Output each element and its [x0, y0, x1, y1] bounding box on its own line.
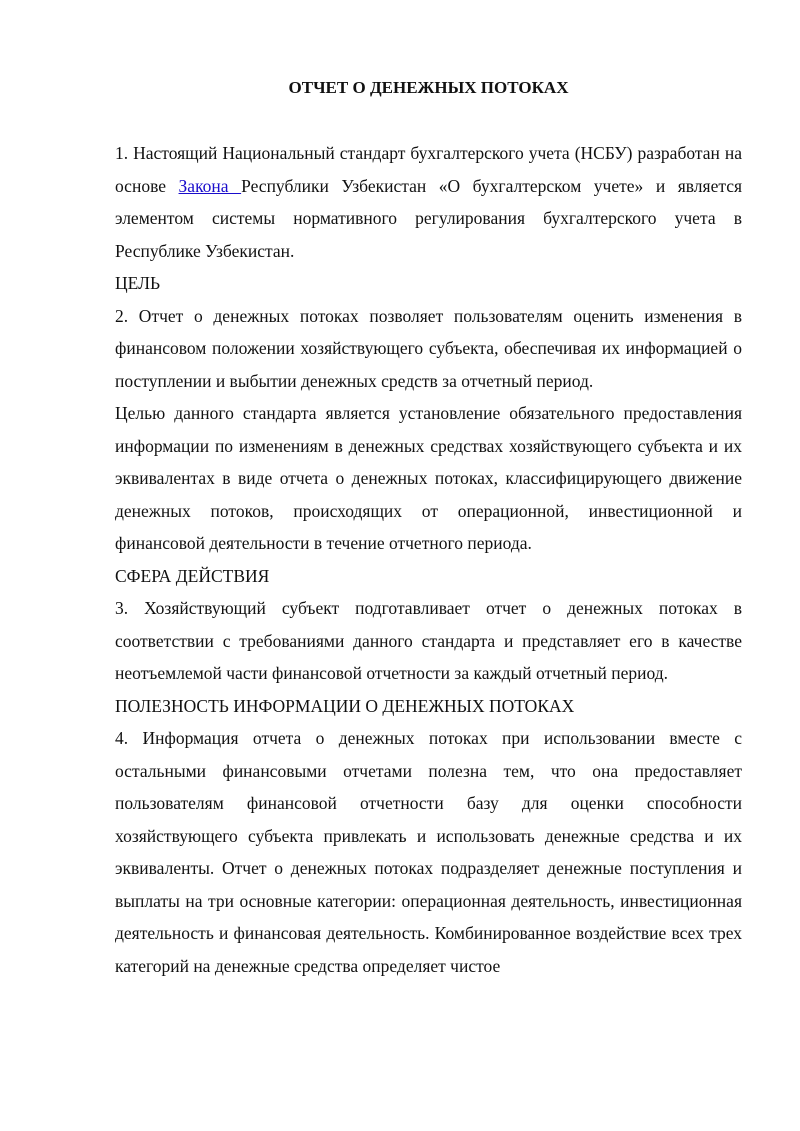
document-title: ОТЧЕТ О ДЕНЕЖНЫХ ПОТОКАХ: [288, 78, 569, 97]
paragraph-1-text-start: 1. Настоящий Национальный стандарт бухгалтерского учета (НСБУ) разработан на основе: [115, 143, 742, 196]
paragraph-3: 3. Хозяйствующий субъект подготавливает отчет о денежных потоках в соответствии с требованиями данного стандарта и представляет его в качестве неотъемлемой части финансовой отчетности за каждый отчетный период.: [115, 598, 742, 683]
document-body: [115, 137, 742, 982]
law-link[interactable]: Закона: [178, 175, 242, 196]
section-heading-usefulness: ПОЛЕЗНОСТЬ ИНФОРМАЦИИ О ДЕНЕЖНЫХ ПОТОКАХ: [115, 695, 575, 716]
paragraph-2: 2. Отчет о денежных потоках позволяет пользователям оценить изменения в финансовом положении хозяйствующего субъекта, обеспечивая их информацией о поступлении и выбытии денежных средств за отчетный период.: [115, 305, 742, 391]
paragraph-1: [115, 137, 742, 267]
paragraph-2-goal: Целью данного стандарта является установление обязательного предоставления информации по изменениям в денежных средствах хозяйствующего субъекта и их эквивалентах в виде отчета о денежных потоках, классифицирующего движение денежных потоков, происходящих от операционной, инвестиционной и финансовой деятельности в течение отчетного периода.: [115, 403, 742, 553]
paragraph-4: 4. Информация отчета о денежных потоках при использовании вместе с остальными финансовыми отчетами полезна тем, что она предоставляет пользователям финансовой отчетности базу для оценки способности хозяйствующего субъекта привлекать и использовать денежные средства и их эквиваленты. Отчет о денежных потоках подразделяет денежные поступления и выплаты на три основные категории: операционная деятельность, инвестиционная деятельность и финансовая деятельность. Комбинированное воздействие всех трех категорий на денежные средства определяет чистое: [115, 728, 742, 976]
section-heading-scope: СФЕРА ДЕЙСТВИЯ: [115, 565, 270, 586]
section-heading-goal: ЦЕЛЬ: [115, 273, 161, 293]
paragraph-1-text-end: Республики Узбекистан «О бухгалтерском учете» и является элементом системы нормативного регулирования бухгалтерского учета в Республике Узбекистан.: [115, 175, 743, 261]
